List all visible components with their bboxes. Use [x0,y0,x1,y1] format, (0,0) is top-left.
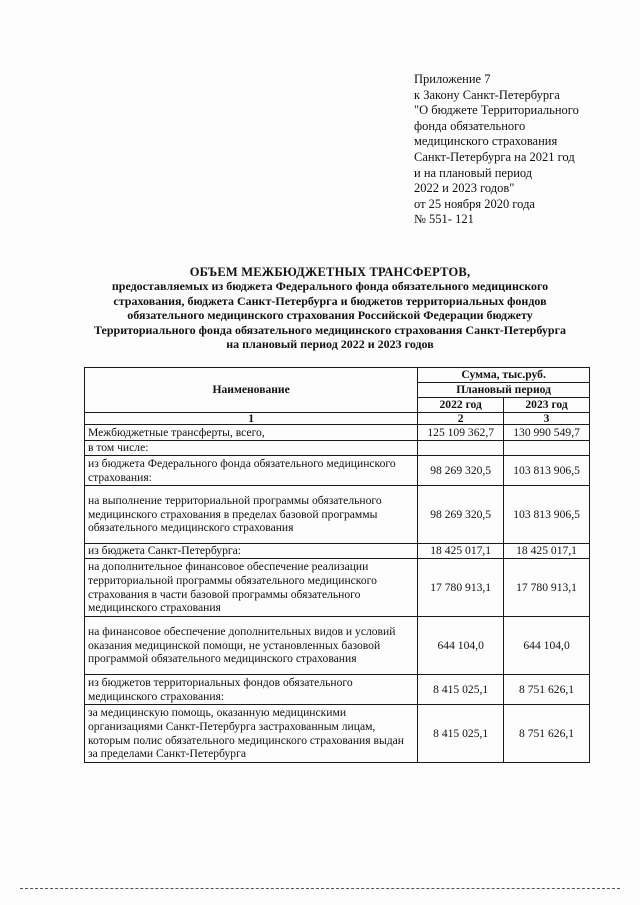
row-name: за медицинскую помощь, оказанную медицинскими организациями Санкт-Петербурга застрахованным лицам, которым полис обязательного медицинского страхования выдан за пределами Санкт-Петербурга [85,705,418,763]
title-line: страхования, бюджета Санкт-Петербурга и бюджетов территориальных фондов [113,293,547,308]
title-main: ОБЪЕМ МЕЖБЮДЖЕТНЫХ ТРАНСФЕРТОВ, [189,265,471,279]
header-year-2022: 2022 год [418,398,504,413]
title-line: обязательного медицинского страхования Российской Федерации бюджету [127,308,533,323]
appendix-line: и на плановый период [414,165,533,180]
title-line: Территориального фонда обязательного медицинского страхования Санкт-Петербурга [93,322,567,337]
title-line: на плановый период 2022 и 2023 годов [226,337,434,352]
row-value-2022: 98 269 320,5 [418,486,504,544]
table-row [85,425,590,441]
row-value-2023: 18 425 017,1 [504,544,590,559]
appendix-line: Санкт-Петербурга на 2021 год [414,149,575,164]
header-period: Плановый период [418,383,590,398]
table-row [85,705,590,763]
row-value-2022: 8 415 025,1 [418,675,504,705]
page-edge-divider [20,888,620,890]
row-value-2023: 130 990 549,7 [504,425,590,441]
row-name: Межбюджетные трансферты, всего, [85,425,418,441]
row-value-2022: 125 109 362,7 [418,425,504,441]
row-value-2023: 17 780 913,1 [504,559,590,617]
row-value-2023 [504,441,590,456]
row-value-2022: 644 104,0 [418,617,504,675]
row-name: на дополнительное финансовое обеспечение реализации территориальной программы обязательного медицинского страхования в части базовой программы обязательного медицинского страхования [85,559,418,617]
row-value-2022: 18 425 017,1 [418,544,504,559]
row-name: в том числе: [85,441,418,456]
column-number: 3 [504,413,590,425]
appendix-line: к Закону Санкт-Петербурга [414,87,560,102]
header-year-2023: 2023 год [504,398,590,413]
table-row [85,456,590,486]
column-number: 1 [85,413,418,425]
table-row [85,544,590,559]
table-row [85,675,590,705]
title-line: предоставляемых из бюджета Федерального фонда обязательного медицинского [111,279,549,294]
appendix-line: 2022 и 2023 годов" [414,181,515,196]
row-name: на выполнение территориальной программы обязательного медицинского страхования в пределах базовой программы обязательного медицинского страхования [85,486,418,544]
appendix-line: от 25 ноября 2020 года [414,196,535,211]
header-sum: Сумма, тыс.руб. [418,368,590,383]
document-title [60,265,600,351]
row-name: из бюджета Санкт-Петербурга: [85,544,418,559]
row-value-2023: 103 813 906,5 [504,456,590,486]
row-value-2023: 8 751 626,1 [504,705,590,763]
appendix-line: № 551- 121 [414,212,474,227]
row-value-2023: 8 751 626,1 [504,675,590,705]
table-row [85,617,590,675]
row-value-2022: 98 269 320,5 [418,456,504,486]
row-value-2022: 8 415 025,1 [418,705,504,763]
row-name: из бюджета Федерального фонда обязательного медицинского страхования: [85,456,418,486]
table-row [85,441,590,456]
row-value-2023: 644 104,0 [504,617,590,675]
header-name: Наименование [85,368,418,413]
row-value-2022: 17 780 913,1 [418,559,504,617]
row-value-2022 [418,441,504,456]
row-name: на финансовое обеспечение дополнительных видов и условий оказания медицинской помощи, не установленных базовой программой обязательного медицинского страхования [85,617,418,675]
appendix-line: медицинского страхования [414,134,558,149]
row-value-2023: 103 813 906,5 [504,486,590,544]
transfers-table [84,367,590,763]
table-row [85,486,590,544]
appendix-line: "О бюджете Территориального [414,103,579,118]
appendix-line: фонда обязательного [414,118,526,133]
column-number: 2 [418,413,504,425]
row-name: из бюджетов территориальных фондов обязательного медицинского страхования: [85,675,418,705]
table-row [85,559,590,617]
appendix-block [414,72,614,228]
appendix-line: Приложение 7 [414,72,491,86]
